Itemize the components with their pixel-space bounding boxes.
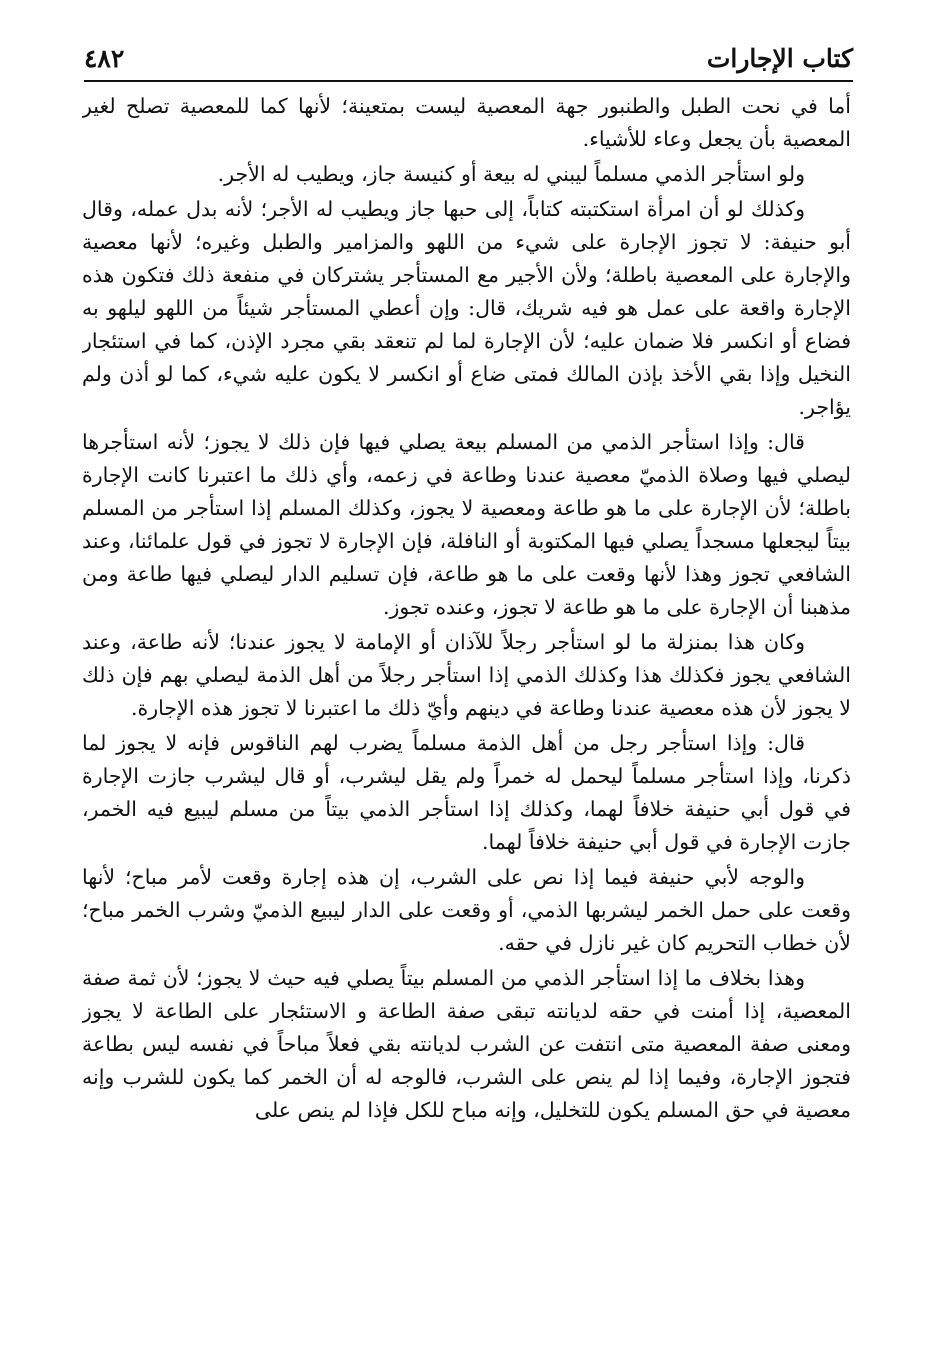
paragraph: وكذلك لو أن امرأة استكتبته كتاباً، إلى حبها جاز ويطيب له الأجر؛ لأنه بدل عمله، وقال أبو حنيفة: لا تجوز الإجارة على شيء من اللهو والمزامير والطبل وغيره؛ لأنها معصية والإجارة على المعصية باطلة؛ ولأن الأجير مع المستأجر يشتركان في منفعة ذلك فتكون هذه الإجارة واقعة على عمل هو فيه شريك، قال: وإن أعطي المستأجر شيئاً من اللهو ليلهو به فضاع أو انكسر فلا ضمان عليه؛ لأن الإجارة لما لم تنعقد بقي مجرد الإذن، كما في استئجار النخيل وإذا بقي الأخذ بإذن المالك فمتى ضاع أو انكسر لا يكون عليه شيء، كما لو أذن ولم يؤاجر. xyxy=(82,197,851,419)
running-title: كتاب الإجارات xyxy=(706,43,853,73)
page-body xyxy=(82,90,851,1358)
paragraph: قال: وإذا استأجر رجل من أهل الذمة مسلماً يضرب لهم الناقوس فإنه لا يجوز لما ذكرنا، وإذا استأجر مسلماً ليحمل له خمراً ولم يقل ليشرب، أو قال ليشرب جازت الإجارة في قول أبي حنيفة خلافاً لهما، وكذلك إذا استأجر الذمي بيتاً من مسلم ليبيع فيه الخمر، جازت الإجارة في قول أبي حنيفة خلافاً لهما. xyxy=(82,731,851,854)
paragraph: أما في نحت الطبل والطنبور جهة المعصية ليست بمتعينة؛ لأنها كما للمعصية تصلح لغير المعصية بأن يجعل وعاء للأشياء. xyxy=(82,94,851,151)
paragraph: والوجه لأبي حنيفة فيما إذا نص على الشرب، إن هذه إجارة وقعت لأمر مباح؛ لأنها وقعت على حمل الخمر ليشربها الذمي، أو وقعت على الدار ليبيع الذميّ وشرب الخمر مباح؛ لأن خطاب التحريم كان غير نازل في حقه. xyxy=(82,865,851,955)
header-rule xyxy=(84,80,853,82)
page-number: ٤٨٢ xyxy=(84,43,125,73)
paragraph: ولو استأجر الذمي مسلماً ليبني له بيعة أو كنيسة جاز، ويطيب له الأجر. xyxy=(217,162,805,186)
paragraph: وكان هذا بمنزلة ما لو استأجر رجلاً للآذان أو الإمامة لا يجوز عندنا؛ لأنه طاعة، وعند الشافعي يجوز فكذلك هذا وكذلك الذمي إذا استأجر رجلاً من أهل الذمة ليصلي بهم فإن ذلك لا يجوز لأن هذه معصية عندنا وطاعة في دينهم وأيّ ذلك ما اعتبرنا لا تجوز هذه الإجارة. xyxy=(82,630,851,720)
page-header xyxy=(84,38,853,78)
paragraph: قال: وإذا استأجر الذمي من المسلم بيعة يصلي فيها فإن ذلك لا يجوز؛ لأنه استأجرها ليصلي فيها وصلاة الذميّ معصية عندنا وطاعة في زعمه، وأي ذلك ما اعتبرنا كانت الإجارة باطلة؛ لأن الإجارة على ما هو طاعة ومعصية لا يجوز، وكذلك المسلم إذا استأجر من المسلم بيتاً ليجعلها مسجداً يصلي فيها المكتوبة أو النافلة، فإن الإجارة لا تجوز في قول علمائنا، وعند الشافعي تجوز وهذا لأنها وقعت على ما هو طاعة، فإن تسليم الدار ليصلي فيها طاعة ومن مذهبنا أن الإجارة على ما هو طاعة لا تجوز، وعنده تجوز. xyxy=(82,430,851,619)
paragraph: وهذا بخلاف ما إذا استأجر الذمي من المسلم بيتاً يصلي فيه حيث لا يجوز؛ لأن ثمة صفة المعصية، إذا أمنت في حقه لديانته تبقى صفة الطاعة و الاستئجار على الطاعة لا يجوز ومعنى صفة المعصية متى انتفت عن الشرب لديانته بقي فعلاً مباحاً في نفسه ليس بطاعة فتجوز الإجارة، وفيما إذا لم ينص على الشرب، فالوجه له أن الخمر كما يكون للشرب وإنه معصية في حق المسلم يكون للتخليل، وإنه مباح للكل فإذا لم ينص على xyxy=(82,966,851,1122)
